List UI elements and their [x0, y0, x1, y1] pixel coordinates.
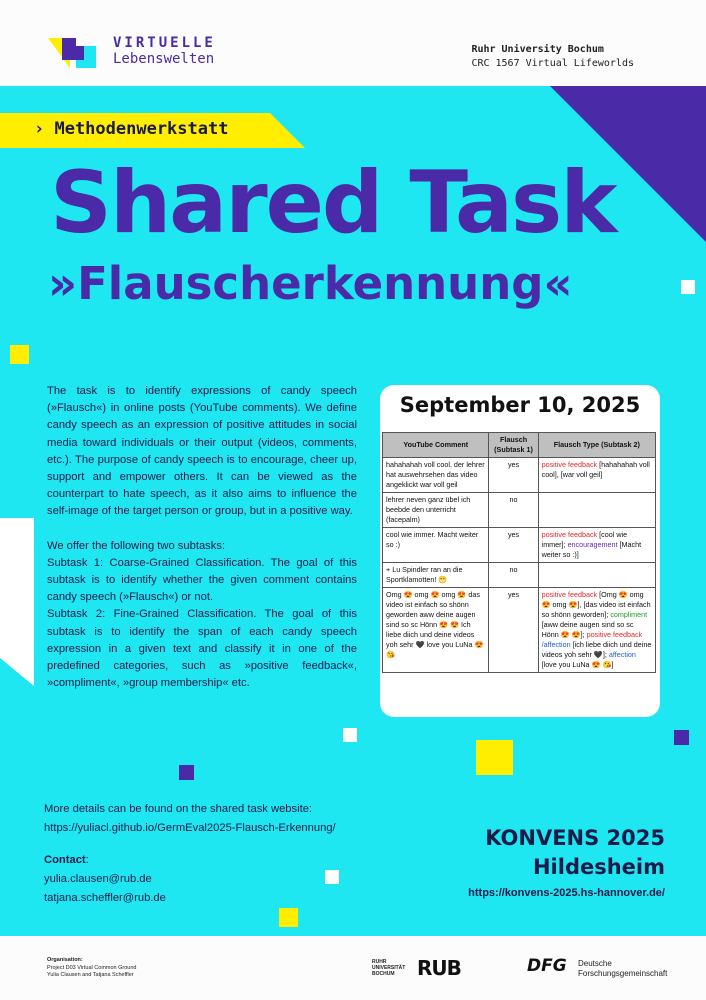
label-affection: /affection [541, 640, 571, 649]
description [47, 383, 357, 692]
flausch-cell: no [489, 493, 538, 528]
decor-square [343, 728, 357, 742]
comment-cell: cool wie immer. Macht weiter so :) [383, 528, 489, 563]
dfg-line: Deutsche [578, 959, 612, 968]
decor-square [279, 908, 298, 927]
website-link[interactable]: https://yuliacl.github.io/GermEval2025-Flausch-Erkennung/ [44, 822, 336, 834]
subtask1-paragraph: Subtask 1: Coarse-Grained Classification. The goal of this subtask is to identify whether the given comment contains candy speech (»Flausch«) or not. [47, 556, 357, 604]
dfg-logo: DFG [527, 956, 567, 976]
event-date: September 10, 2025 [399, 393, 641, 417]
span-text: [hahahahah voll cool], [war voll geil] [541, 460, 650, 479]
label-encouragement: encouragement [567, 540, 618, 549]
span-text: [aww deine augen sind so sc Hönn 😍 😍]; [541, 620, 634, 639]
rub-logo: RUB [417, 956, 461, 980]
type-cell [538, 458, 655, 493]
flausch-cell: yes [489, 458, 538, 493]
type-cell [538, 528, 655, 563]
org-label: Organisation: [47, 957, 83, 963]
logo-text [113, 35, 216, 67]
table-header-row [383, 433, 656, 458]
column-header: Flausch Type (Subtask 2) [538, 433, 655, 458]
decor-square [674, 730, 689, 745]
subtask2-paragraph: Subtask 2: Fine-Grained Classification. The goal of this subtask is to identify the span of each candy speech expression in a given text and classify it in one of the predefined categories, such as »positive feedback«, »compliment«, »group membership« etc. [47, 608, 357, 690]
span-text: [Omg 😍 omg 😍 omg 😍], [das video ist einfach so shönn geworden]; [541, 590, 651, 619]
label-positive-feedback: positive feedback [541, 530, 598, 539]
column-header: YouTube Comment [383, 433, 489, 458]
rub-text: RUHR [372, 959, 387, 965]
organisation-info [47, 957, 136, 980]
dfg-name [578, 959, 667, 979]
email-link[interactable]: yulia.clausen@rub.de [44, 873, 152, 885]
label-affection: affection [608, 650, 636, 659]
contact-colon: : [85, 854, 89, 866]
org-line1: Project D03 Virtual Common Ground [47, 964, 137, 971]
logo-line2: Lebenswelten [113, 51, 215, 68]
column-header: Flausch (Subtask 1) [489, 433, 538, 458]
span-text: [ich liebe diich und deine videos yoh sehr 🖤]; [541, 640, 652, 659]
table-row [383, 458, 656, 493]
type-cell [538, 493, 655, 528]
decor-square [681, 280, 695, 294]
label-positive-feedback: positive feedback [586, 630, 643, 639]
logo-line1: VIRTUELLE [113, 35, 216, 51]
more-details-text: More details can be found on the shared task website: [44, 803, 313, 815]
decor-square [179, 765, 194, 780]
comment-cell: + Lu Spindler ran an die Sportklamotten! 😁 [383, 563, 489, 588]
decor-square [476, 740, 513, 775]
comment-cell: Omg 😍 omg 😍 omg 😍 das video ist einfach so shönn geworden aww deine augen sind so sc Hönn 😍 😍 Ich liebe diich und deine videos yoh sehr 🖤 love you LuNa 😍 😘 [383, 588, 489, 673]
university-info [471, 43, 634, 71]
rub-text: UNIVERSITÄT [372, 965, 406, 971]
conference-name: KONVENS 2025 [485, 826, 665, 850]
table-row [383, 563, 656, 588]
university-name: Ruhr University Bochum [471, 44, 604, 55]
contact-heading [44, 851, 166, 870]
decor-square [325, 870, 339, 884]
span-text: [love you LuNa 😍 😘] [541, 660, 614, 669]
flausch-cell: yes [489, 528, 538, 563]
flausch-cell: yes [489, 588, 538, 673]
comment-cell: lehrer neven ganz übel ich beebde den unterricht (facepalm) [383, 493, 489, 528]
span-text: [cool wie immer]; [541, 530, 628, 549]
examples-table [382, 432, 656, 673]
label-positive-feedback: positive feedback [541, 590, 598, 599]
virtuelle-lebenswelten-logo-icon [48, 38, 96, 68]
comment-cell: hahahahah voll cool. der lehrer hat auswehrsehen das video angeklickt war voll geil [383, 458, 489, 493]
rub-wordmark-small [372, 959, 405, 977]
section-label: › Methodenwerkstatt [34, 119, 229, 139]
page-title: Shared Task [50, 153, 616, 253]
example-card [380, 385, 660, 717]
intro-paragraph: The task is to identify expressions of candy speech (»Flausch«) in online posts (YouTube comments). We define candy speech as an expression of positive attitudes in social media toward individuals or their output (videos, comments, etc.). The purpose of candy speech is to encourage, cheer up, support and empower others. It can be viewed as the counterpart to hate speech, as it also aims to influence the self-image of the target person or group, but in a positive way. [47, 385, 357, 518]
conference-url[interactable]: https://konvens-2025.hs-hannover.de/ [468, 887, 665, 899]
page-subtitle: »Flauscherkennung« [48, 257, 573, 310]
rub-text: BOCHUM [372, 971, 395, 977]
table-row [383, 493, 656, 528]
decor-square [10, 345, 29, 364]
subtasks-intro: We offer the following two subtasks: [47, 539, 226, 552]
conference-city: Hildesheim [532, 855, 665, 879]
contact-label: Contact [44, 854, 86, 866]
project-name: CRC 1567 Virtual Lifeworlds [471, 58, 634, 69]
table-row [383, 528, 656, 563]
label-positive-feedback: positive feedback [541, 460, 598, 469]
white-notch-shape [0, 518, 34, 686]
type-cell [538, 563, 655, 588]
contact-block [44, 851, 166, 908]
label-compliment: compliment [610, 610, 648, 619]
org-line2: Yulia Clausen and Tatjana Scheffler [47, 972, 134, 978]
span-text: [Macht weiter so :)] [541, 540, 642, 559]
more-details [44, 800, 336, 838]
email-link[interactable]: tatjana.scheffler@rub.de [44, 892, 166, 904]
dfg-line: Forschungsgemeinschaft [578, 969, 668, 978]
flausch-cell: no [489, 563, 538, 588]
conference-block [468, 823, 665, 899]
type-cell [538, 588, 655, 673]
table-row [383, 588, 656, 673]
